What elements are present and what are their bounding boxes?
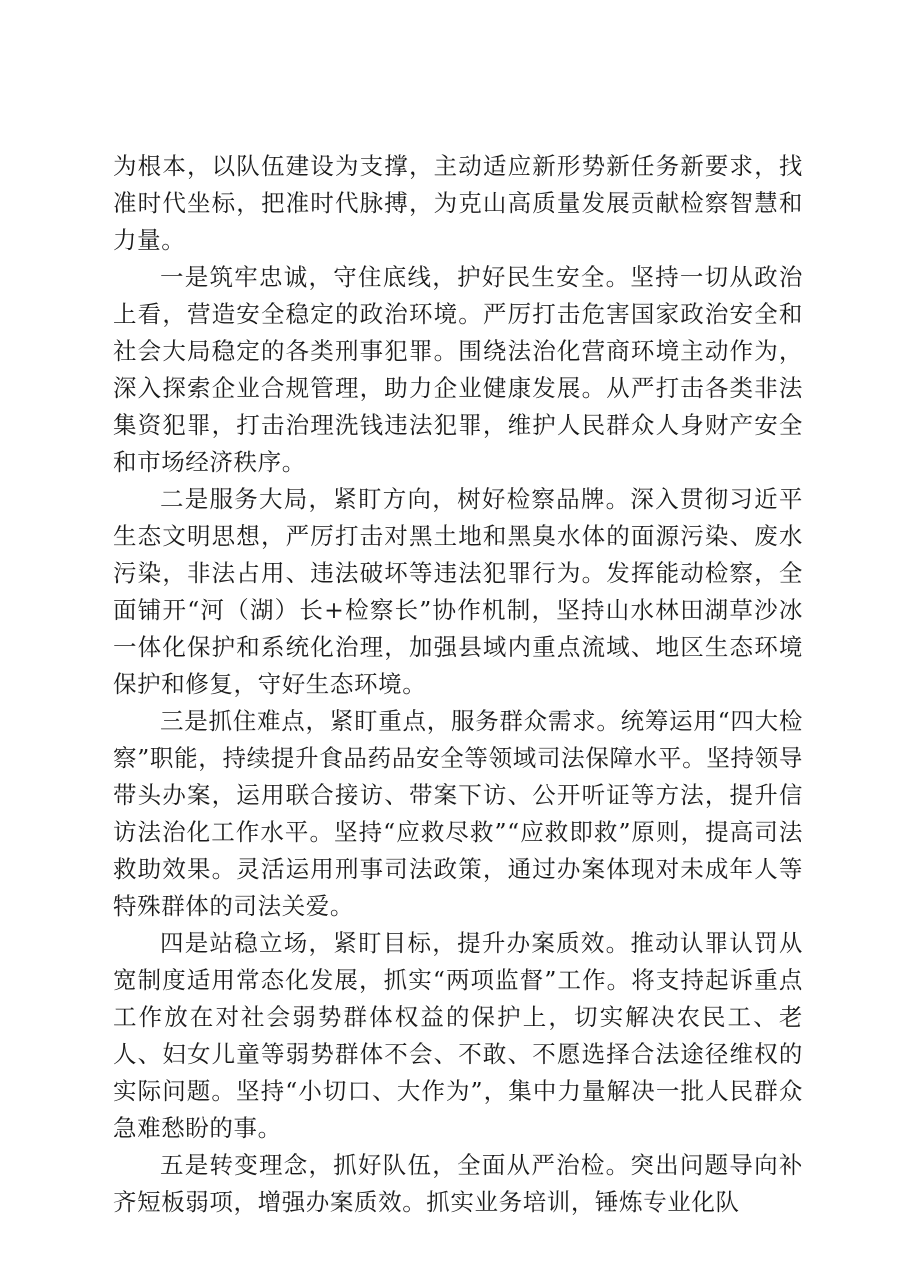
paragraph-point-two: 二是服务大局，紧盯方向，树好检察品牌。深入贯彻习近平生态文明思想，严厉打击对黑土地和黑臭水体的面源污染、废水污染，非法占用、违法破坏等违法犯罪行为。发挥能动检察，全面铺开“河（湖）长+检察长”协作机制，坚持山水林田湖草沙冰一体化保护和系统化治理，加强县域内重点流域、地区生态环境保护和修复，守好生态环境。 xyxy=(113,485,803,698)
paragraph-point-one: 一是筑牢忠诚，守住底线，护好民生安全。坚持一切从政治上看，营造安全稳定的政治环境。严厉打击危害国家政治安全和社会大局稳定的各类刑事犯罪。围绕法治化营商环境主动作为，深入探索企业合规管理，助力企业健康发展。从严打击各类非法集资犯罪，打击治理洗钱违法犯罪，维护人民群众人身财产安全和市场经济秩序。 xyxy=(113,263,803,476)
paragraph-point-three: 三是抓住难点，紧盯重点，服务群众需求。统筹运用“四大检察”职能，持续提升食品药品安全等领域司法保障水平。坚持领导带头办案，运用联合接访、带案下访、公开听证等方法，提升信访法治化工作水平。坚持“应救尽救”“应救即救”原则，提高司法救助效果。灵活运用刑事司法政策，通过办案体现对未成年人等特殊群体的司法关爱。 xyxy=(113,707,803,920)
paragraph-point-five: 五是转变理念，抓好队伍，全面从严治检。突出问题导向补齐短板弱项，增强办案质效。抓实业务培训，锤炼专业化队 xyxy=(113,1151,803,1216)
paragraph-continuation: 为根本，以队伍建设为支撑，主动适应新形势新任务新要求，找准时代坐标，把准时代脉搏，为克山高质量发展贡献检察智慧和力量。 xyxy=(113,152,803,254)
paragraph-point-four: 四是站稳立场，紧盯目标，提升办案质效。推动认罪认罚从宽制度适用常态化发展，抓实“两项监督”工作。将支持起诉重点工作放在对社会弱势群体权益的保护上，切实解决农民工、老人、妇女儿童等弱势群体不会、不敢、不愿选择合法途径维权的实际问题。坚持“小切口、大作为”，集中力量解决一批人民群众急难愁盼的事。 xyxy=(113,929,803,1142)
document-body xyxy=(113,148,803,1221)
